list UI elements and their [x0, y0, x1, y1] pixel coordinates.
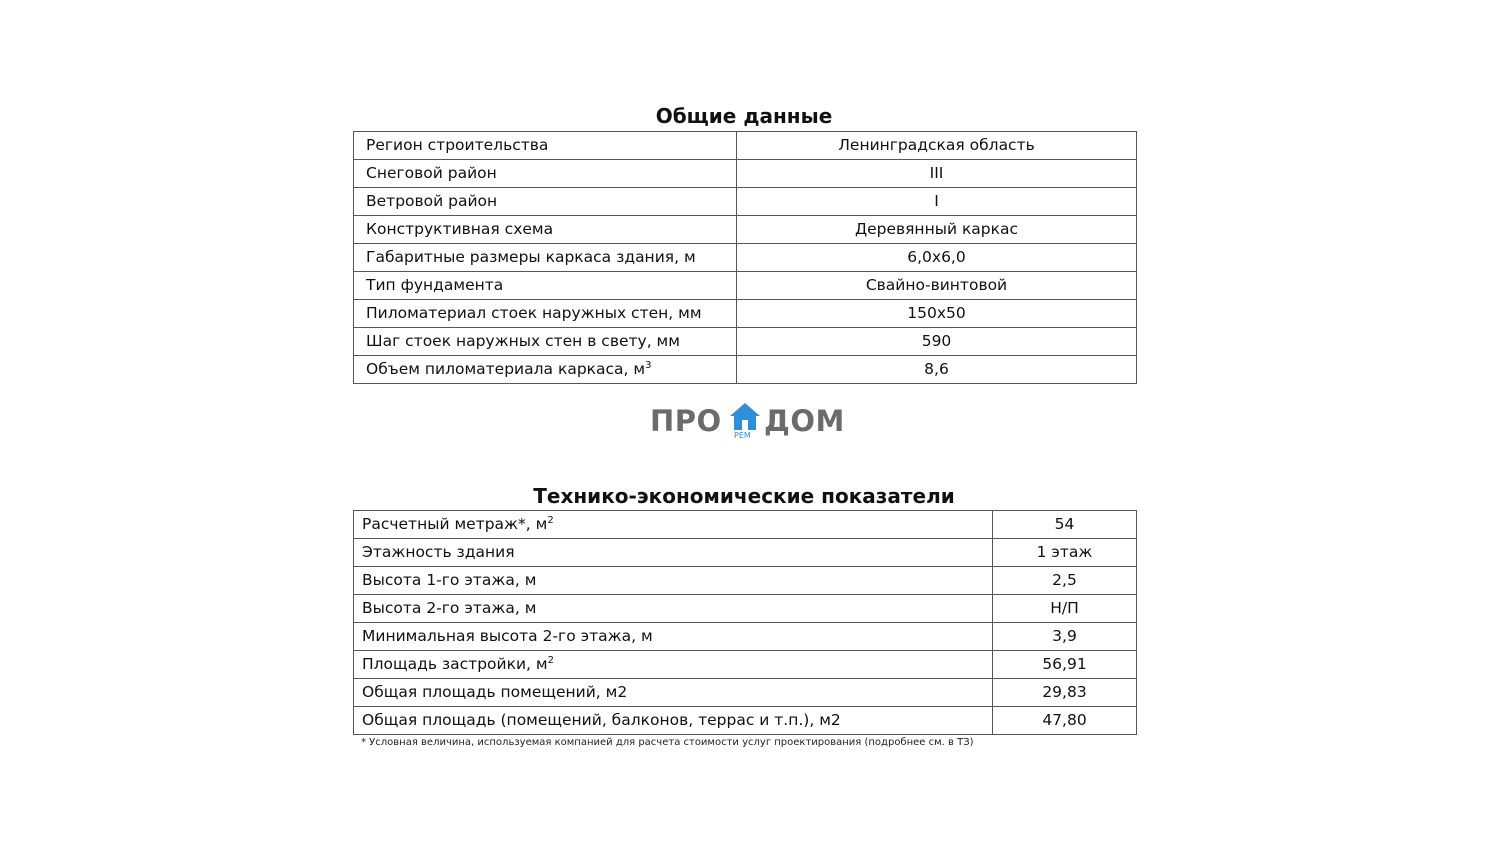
table-row: [354, 651, 1137, 679]
row-value: 150х50: [737, 300, 1137, 328]
row-value: 1 этаж: [993, 539, 1137, 567]
house-icon: [729, 402, 761, 432]
row-label: [354, 651, 993, 679]
row-label: Минимальная высота 2-го этажа, м: [354, 623, 993, 651]
logo-small-text: РЕМ: [734, 431, 751, 440]
row-label: Ветровой район: [354, 188, 737, 216]
row-value: 54: [993, 511, 1137, 539]
row-value: III: [737, 160, 1137, 188]
row-label: Конструктивная схема: [354, 216, 737, 244]
table-row: [354, 244, 1137, 272]
row-label: Этажность здания: [354, 539, 993, 567]
table-row: [354, 132, 1137, 160]
tep-title: Технико-экономические показатели: [533, 484, 955, 508]
tep-table: [353, 510, 1137, 735]
row-label: [354, 356, 737, 384]
table-row: [354, 356, 1137, 384]
logo-word-pro: ПРО: [650, 404, 722, 438]
row-label: [354, 511, 993, 539]
table-row: [354, 216, 1137, 244]
row-label: Пиломатериал стоек наружных стен, мм: [354, 300, 737, 328]
row-value: Н/П: [993, 595, 1137, 623]
row-label: Снеговой район: [354, 160, 737, 188]
row-label: Общая площадь (помещений, балконов, террас и т.п.), м2: [354, 707, 993, 735]
general-data-title: Общие данные: [655, 104, 833, 128]
row-value: I: [737, 188, 1137, 216]
row-value: 590: [737, 328, 1137, 356]
row-label-text: Объем пиломатериала каркаса, м: [366, 360, 646, 378]
table-row: [354, 707, 1137, 735]
table-row: [354, 623, 1137, 651]
general-data-table: [353, 131, 1137, 384]
table-row: [354, 188, 1137, 216]
unit-superscript: 2: [547, 655, 554, 666]
company-logo: [650, 400, 850, 446]
table-row: [354, 539, 1137, 567]
row-label: Общая площадь помещений, м2: [354, 679, 993, 707]
unit-superscript: 2: [547, 515, 554, 526]
row-label: Высота 1-го этажа, м: [354, 567, 993, 595]
table-row: [354, 160, 1137, 188]
row-label-text: Расчетный метраж*, м: [362, 515, 548, 533]
row-value: 6,0х6,0: [737, 244, 1137, 272]
unit-superscript: 3: [645, 360, 652, 371]
row-value: 56,91: [993, 651, 1137, 679]
row-value: Ленинградская область: [737, 132, 1137, 160]
row-value: 3,9: [993, 623, 1137, 651]
row-value: 29,83: [993, 679, 1137, 707]
table-row: [354, 511, 1137, 539]
row-label: Тип фундамента: [354, 272, 737, 300]
table-row: [354, 328, 1137, 356]
row-value: Деревянный каркас: [737, 216, 1137, 244]
row-value: Свайно-винтовой: [737, 272, 1137, 300]
row-value: 47,80: [993, 707, 1137, 735]
row-label: Регион строительства: [354, 132, 737, 160]
table-row: [354, 300, 1137, 328]
row-label: Шаг стоек наружных стен в свету, мм: [354, 328, 737, 356]
row-label: Высота 2-го этажа, м: [354, 595, 993, 623]
table-row: [354, 595, 1137, 623]
footnote: * Условная величина, используемая компанией для расчета стоимости услуг проектирования (подробнее см. в ТЗ): [361, 737, 974, 748]
row-value: 2,5: [993, 567, 1137, 595]
table-row: [354, 679, 1137, 707]
table-row: [354, 567, 1137, 595]
row-label: Габаритные размеры каркаса здания, м: [354, 244, 737, 272]
row-label-text: Площадь застройки, м: [362, 655, 548, 673]
table-row: [354, 272, 1137, 300]
logo-word-dom: ДОМ: [764, 404, 845, 438]
row-value: 8,6: [737, 356, 1137, 384]
